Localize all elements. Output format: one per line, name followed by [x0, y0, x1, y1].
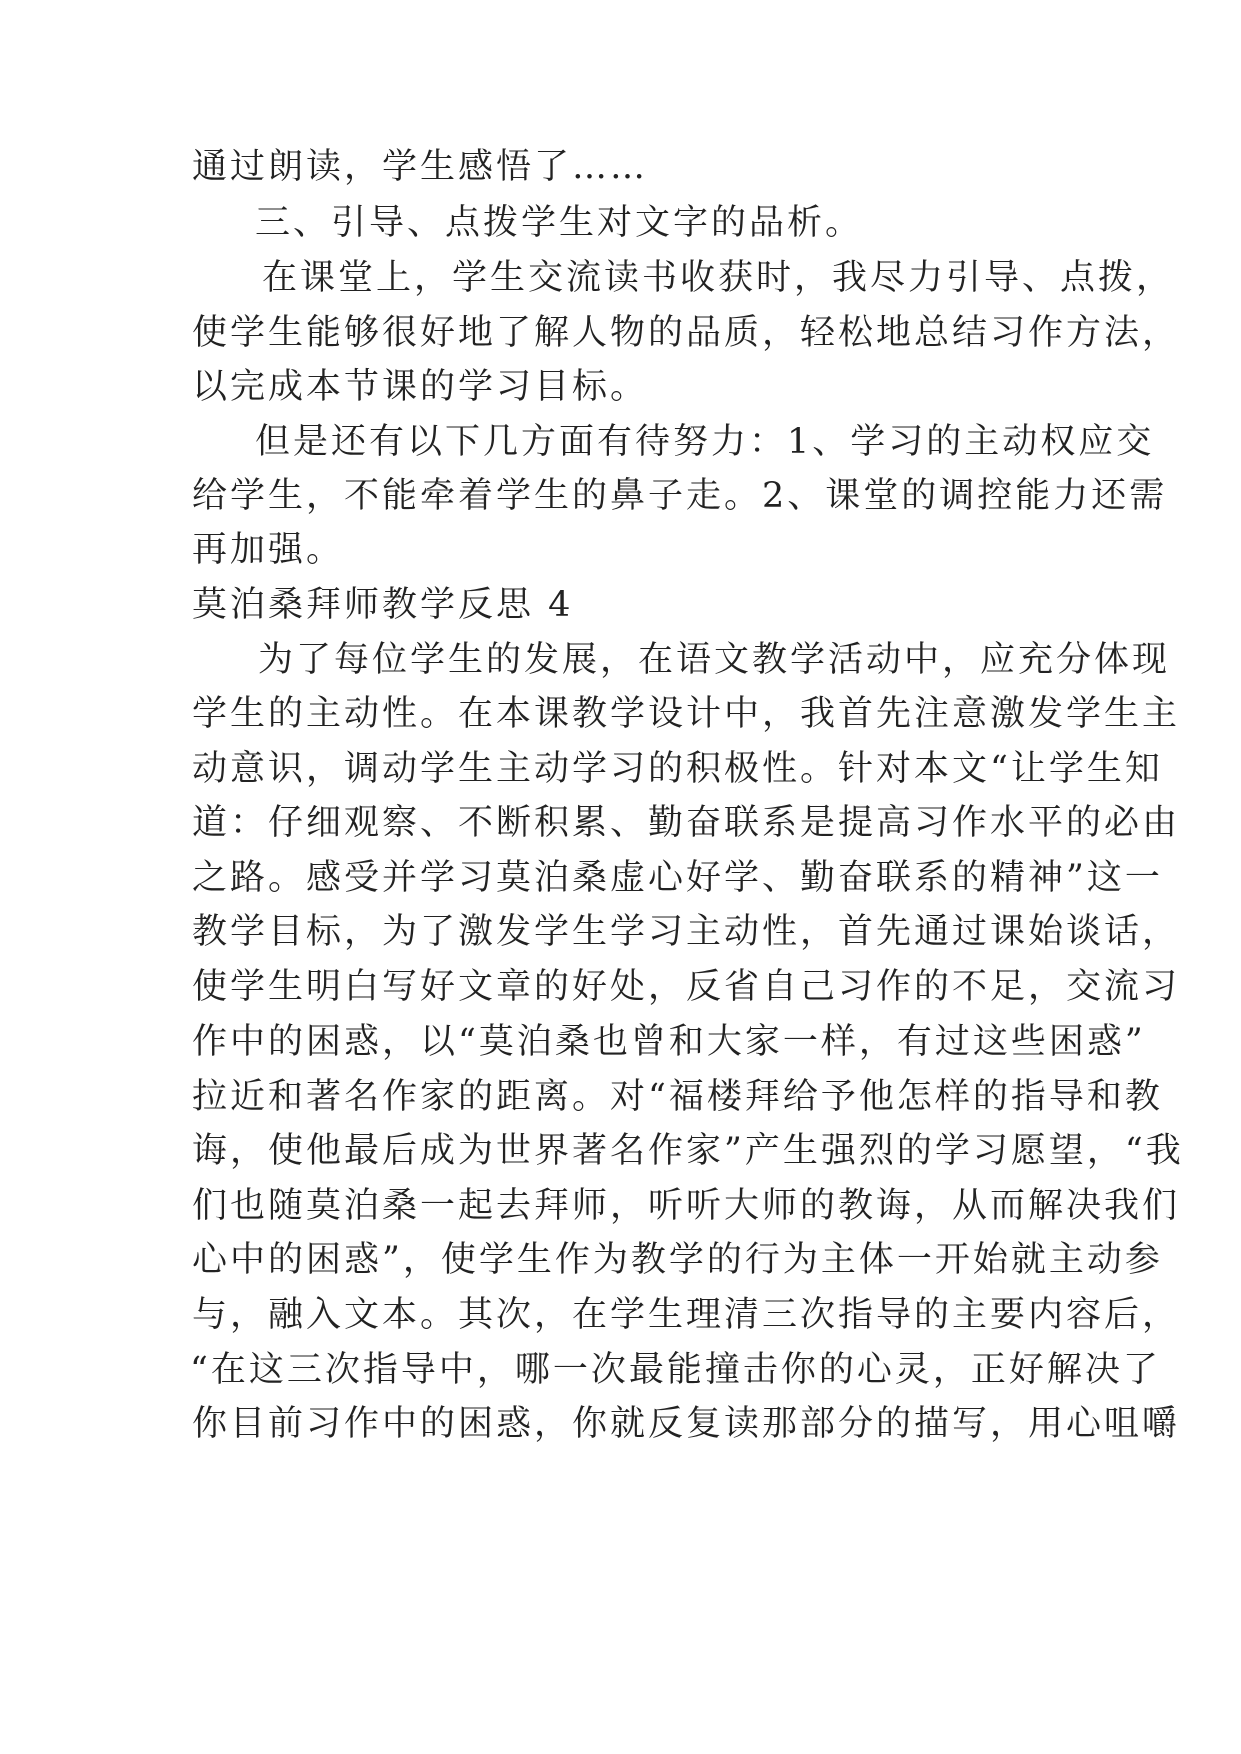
article-title-4: 莫泊桑拜师教学反思 4	[192, 585, 574, 625]
text-line-8: 再加强。	[192, 530, 345, 570]
text-line-13: 道：仔细观察、不断积累、勤奋联系是提高习作水平的必由	[192, 803, 1181, 843]
text-line-15: 教学目标，为了激发学生学习主动性，首先通过课始谈话，	[192, 912, 1181, 952]
text-line-16: 使学生明白写好文章的好处，反省自己习作的不足，交流习	[192, 967, 1181, 1007]
text-line-6: 但是还有以下几方面有待努力：1、学习的主动权应交	[255, 422, 1155, 462]
text-line-3: 在课堂上，学生交流读书收获时，我尽力引导、点拨，	[262, 258, 1175, 298]
text-line-18: 拉近和著名作家的距离。对“福楼拜给予他怎样的指导和教	[192, 1077, 1163, 1117]
text-line-22: 与，融入文本。其次，在学生理清三次指导的主要内容后，	[192, 1295, 1181, 1335]
text-line-24: 你目前习作中的困惑，你就反复读那部分的描写，用心咀嚼	[192, 1404, 1181, 1444]
text-line-23: “在这三次指导中，哪一次最能撞击你的心灵，正好解决了	[190, 1350, 1161, 1390]
section-heading-3: 三、引导、点拨学生对文字的品析。	[255, 203, 864, 243]
text-line-5: 以完成本节课的学习目标。	[192, 367, 649, 407]
text-line-14: 之路。感受并学习莫泊桑虚心好学、勤奋联系的精神”这一	[192, 858, 1163, 898]
text-line-19: 诲，使他最后成为世界著名作家”产生强烈的学习愿望，“我	[192, 1131, 1184, 1171]
text-line-1: 通过朗读，学生感悟了……	[192, 147, 649, 187]
text-line-21: 心中的困惑”，使学生作为教学的行为主体一开始就主动参	[192, 1240, 1163, 1280]
text-line-12: 动意识，调动学生主动学习的积极性。针对本文“让学生知	[192, 749, 1163, 789]
text-line-10: 为了每位学生的发展，在语文教学活动中，应充分体现	[258, 640, 1171, 680]
text-line-11: 学生的主动性。在本课教学设计中，我首先注意激发学生主	[192, 694, 1181, 734]
text-line-17: 作中的困惑，以“莫泊桑也曾和大家一样，有过这些困惑”	[192, 1022, 1146, 1062]
text-line-4: 使学生能够很好地了解人物的品质，轻松地总结习作方法，	[192, 313, 1181, 353]
text-line-20: 们也随莫泊桑一起去拜师，听听大师的教诲，从而解决我们	[192, 1186, 1181, 1226]
text-line-7: 给学生，不能牵着学生的鼻子走。2、课堂的调控能力还需	[192, 476, 1168, 516]
